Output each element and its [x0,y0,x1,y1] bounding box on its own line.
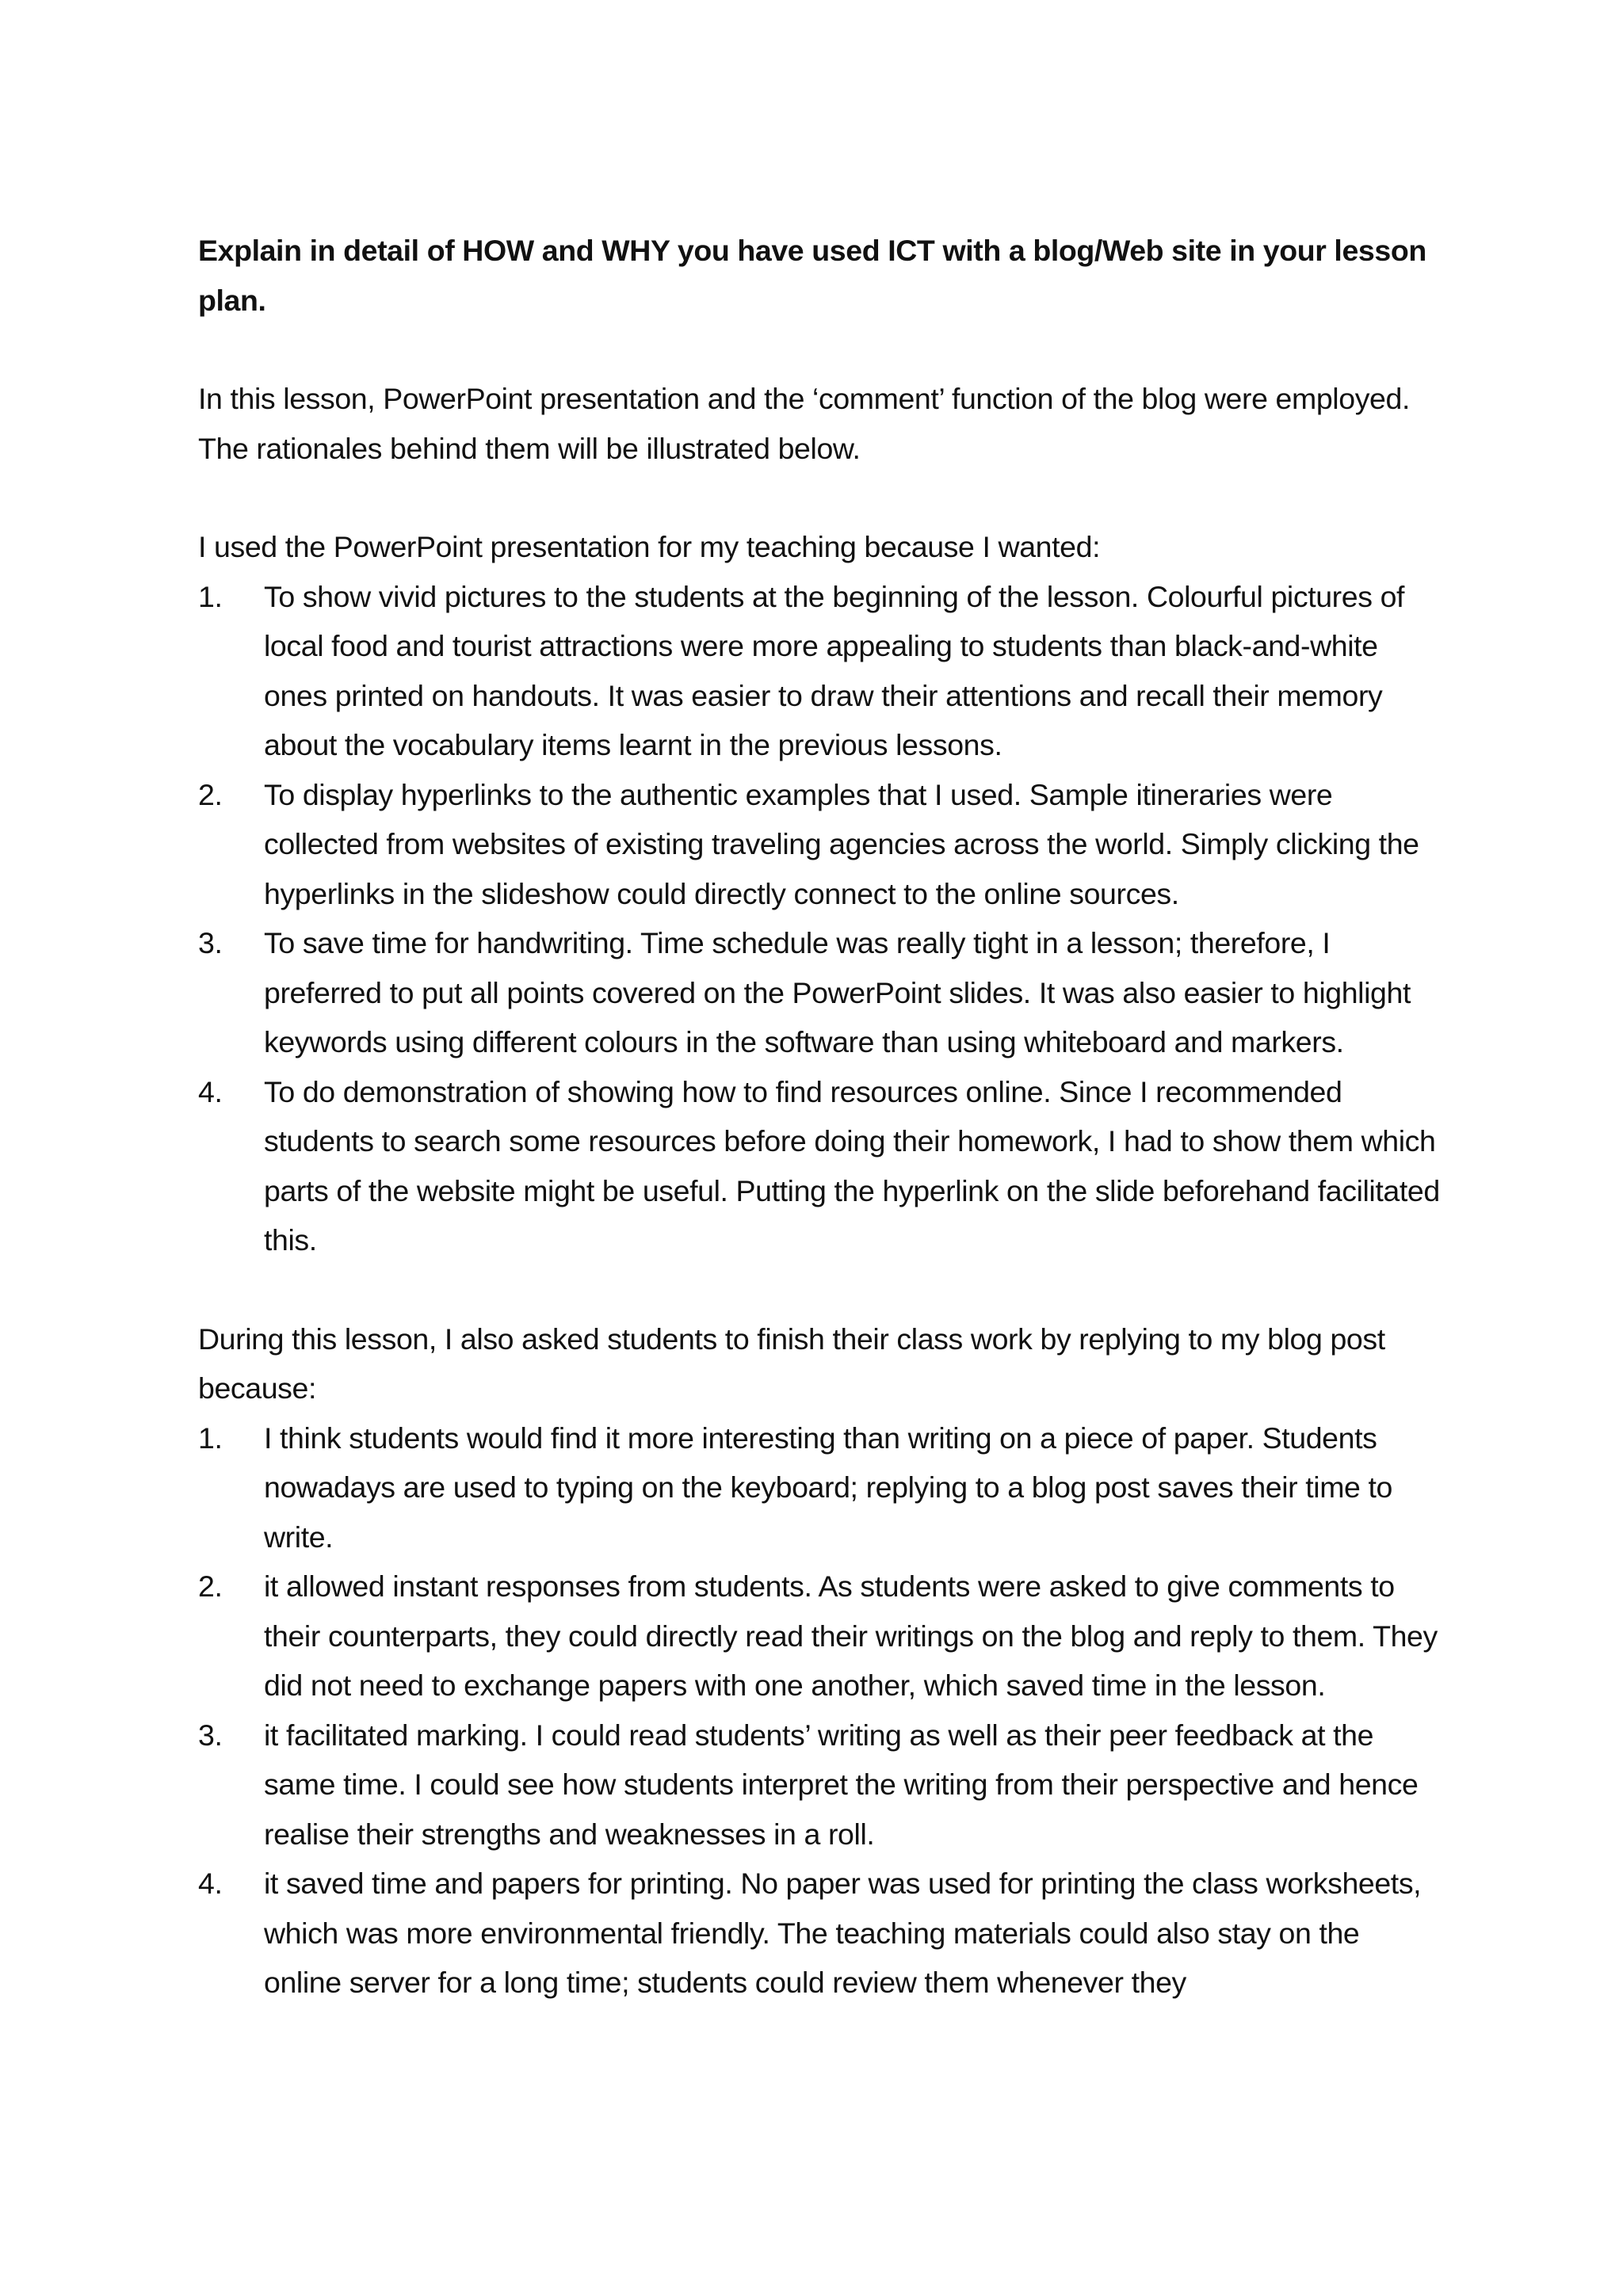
question-heading: Explain in detail of HOW and WHY you have used ICT with a blog/Web site in your lesson plan. [198,234,1426,317]
section-spacer [198,1265,1442,1314]
list-item-text: it facilitated marking. I could read students’ writing as well as their peer feedback at the same time. I could see how students interpret the writing from their perspective and hence realise their strengths and weaknesses in a roll. [264,1718,1419,1851]
powerpoint-section [198,522,1442,1265]
list-item [198,1413,1442,1562]
list-item-text: To display hyperlinks to the authentic examples that I used. Sample itineraries were collected from websites of existing traveling agencies across the world. Simply clicking the hyperlinks in the slideshow could directly connect to the online sources. [264,777,1419,910]
list-number: 3. [198,926,223,959]
list-number: 4. [198,1074,223,1108]
list-item-text: I think students would find it more interesting than writing on a piece of paper. Students nowadays are used to typing on the keyboard; replying to a blog post saves their time to write. [264,1421,1393,1554]
list-item [198,1711,1442,1859]
list-item [198,770,1442,919]
list-item-text: To show vivid pictures to the students at the beginning of the lesson. Colourful pictures of local food and tourist attractions were more appealing to students than black-and-white ones printed on handouts. It was easier to draw their attentions and recall their memory about the vocabulary items learnt in the previous lessons. [264,579,1405,761]
list-number: 2. [198,777,223,811]
list-item [198,1859,1442,2008]
powerpoint-lead: I used the PowerPoint presentation for my teaching because I wanted: [198,530,1101,563]
list-item-text: it saved time and papers for printing. No paper was used for printing the class worksheets, which was more environmental friendly. The teaching materials could also stay on the online server for a long time; students could review them whenever they [264,1867,1422,1999]
list-item [198,572,1442,770]
document-page [198,226,1442,2008]
list-item-text: it allowed instant responses from students. As students were asked to give comments to their counterparts, they could directly read their writings on the blog and reply to them. They did not need to exchange papers with one another, which saved time in the lesson. [264,1569,1438,1702]
list-item [198,918,1442,1067]
list-item [198,1562,1442,1711]
list-number: 4. [198,1867,223,1900]
list-item-text: To do demonstration of showing how to find resources online. Since I recommended students to search some resources before doing their homework, I had to show them which parts of the website might be useful. Putting the hyperlink on the slide beforehand facilitated this. [264,1074,1440,1257]
list-item-text: To save time for handwriting. Time schedule was really tight in a lesson; therefore, I preferred to put all points covered on the PowerPoint slides. It was also easier to highlight keywords using different colours in the software than using whiteboard and markers. [264,926,1411,1058]
list-number: 3. [198,1718,223,1752]
powerpoint-reasons-list [198,572,1442,1265]
list-number: 1. [198,579,223,613]
list-number: 1. [198,1421,223,1455]
list-item [198,1067,1442,1265]
intro-paragraph: In this lesson, PowerPoint presentation and the ‘comment’ function of the blog were employed. The rationales behind them will be illustrated below. [198,382,1410,465]
blog-lead: During this lesson, I also asked students to finish their class work by replying to my blog post because: [198,1322,1385,1405]
list-number: 2. [198,1569,223,1603]
blog-section [198,1314,1442,2008]
blog-reasons-list [198,1413,1442,2008]
